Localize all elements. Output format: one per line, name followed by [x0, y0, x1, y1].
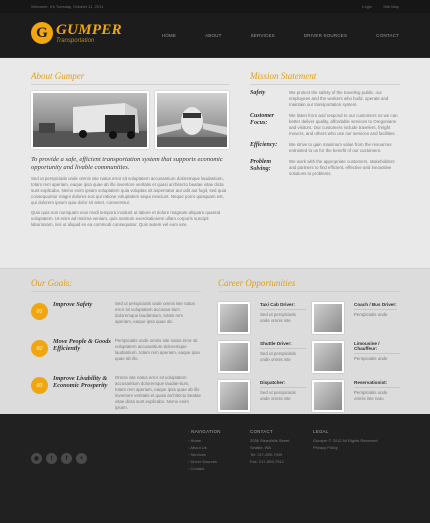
nav-contact[interactable]: CONTACT [376, 33, 399, 38]
nav-home[interactable]: HOME [161, 33, 177, 38]
job-title: Limousine / Chauffeur: [354, 341, 400, 354]
mission-label: Efficiency: [250, 142, 278, 148]
job-item[interactable] [312, 341, 400, 374]
goal-text: Perspiciatis unde omnis iste natus error sit voluptatem accusantium doloremque laudantium, totam rem aperiam, eaque ipsa quae ab illo. [115, 338, 200, 361]
footer-legal [313, 428, 378, 451]
plus-icon[interactable]: + [76, 453, 87, 464]
mission-item [250, 142, 400, 154]
mission-item [250, 113, 400, 137]
logo-mark-icon: G [31, 22, 53, 44]
footer-contact-heading: CONTACT [250, 429, 273, 434]
rss-icon[interactable]: ◉ [31, 453, 42, 464]
copyright-text: Gumper © 2012 All Rights Reserved [313, 438, 378, 443]
goal-title: Improve Livability & Economic Prosperity [53, 375, 108, 389]
footer [0, 414, 430, 523]
mission-label: Problem Solving: [250, 159, 271, 172]
mission-text: We listen from and respond to our customers so we can better deliver quality, affordable services to Oregonians and visitors. Our customers include travelers, freight movers, and others who use our services and facilities. [289, 113, 398, 136]
job-item[interactable] [218, 380, 306, 413]
nav-about[interactable]: ABOUT [205, 33, 222, 38]
goals-career-band [0, 268, 430, 414]
mission-heading: Mission Statement [250, 71, 317, 81]
mission-item [250, 159, 400, 177]
nav-services[interactable]: SERVICES [250, 33, 275, 38]
limousine-image [312, 341, 344, 373]
mission-text: We work with the appropriate customers, stakeholders and partners to find efficient, effective and innovative solutions to problems. [289, 159, 395, 176]
about-lead: To provide a safe, efficient transportation system that supports economic opportunity and livable communities. [31, 156, 223, 171]
career-section [218, 278, 400, 413]
about-paragraph-1: Sed ut perspiciatis unde omnis iste natus error sit voluptatem accusantium doloremque laudantium, totam rem aperiam, eaque ipsa quae ab illo inventore veritatis et quasi architecto beatae vitae dicta sunt explicabo. Nemo enim ipsam voluptatem quia voluptas sit aspernatur aut odit aut fugit, sed quia consequuntur magni dolores eos qui ratione voluptatem sequi nesciunt. Neque porro quisquam est, qui dolorem ipsum quia dolor sit amet, consectetur. [31, 176, 227, 205]
twitter-icon[interactable]: t [46, 453, 57, 464]
divider [218, 291, 400, 292]
job-title: Shuttle Driver: [260, 341, 306, 349]
goal-text: Sed ut perspiciatis unde omnis iste natus error sit voluptatem accusan-tium doloremque laudantium, totam rem aperiam, eaque ipsa quae ab. [115, 301, 195, 324]
contact-tel: Tel: 217-859-7949 [250, 452, 283, 457]
about-heading: About Gumper [31, 71, 85, 81]
contact-street: 2056 Steadfalls Street [250, 438, 290, 443]
brand-name: GUMPER [56, 21, 122, 38]
about-photos [31, 91, 229, 149]
job-text: Perspiciatis unde [354, 312, 388, 317]
divider [31, 84, 229, 85]
contact-city: Seattle, WA [250, 445, 271, 450]
job-item[interactable] [218, 302, 306, 335]
job-text: Perspiciatis unde [354, 356, 388, 361]
mission-section [250, 71, 400, 177]
goal-item [31, 301, 201, 329]
footer-navigation-heading: › NAVIGATION [188, 428, 221, 435]
footer-link-driver-sources[interactable]: › Driver Sources [188, 458, 221, 465]
truck-image [31, 91, 149, 149]
taxi-image [218, 302, 250, 334]
header [0, 13, 430, 58]
footer-link-home[interactable]: › Home [188, 437, 221, 444]
goals-heading: Our Goals: [31, 278, 73, 288]
brand-tagline: Transportation [56, 37, 95, 44]
goal-number-badge: 03 [31, 377, 48, 394]
mission-text: We protect the safety of the traveling public, our employees and the workers who build, operate and maintain our transportation system. [289, 90, 389, 107]
bus-image [312, 302, 344, 334]
goal-text: Omnis iste natus error sit voluptatem accusantium doloremque laudan-tium, totam rem aperiam, eaque ipsa quae ab illo inventore veritatis et quasi architecto beatae vitae dicta sunt explicabo. Nemo enim ipsam. [115, 375, 201, 410]
job-item[interactable] [312, 380, 400, 413]
login-link[interactable]: Login [362, 4, 373, 9]
goal-item [31, 375, 201, 410]
mission-label: Customer Focus: [250, 113, 275, 126]
goal-title: Move People & Goods Efficiently [53, 338, 111, 352]
dispatcher-image [218, 380, 250, 412]
about-section [31, 71, 229, 228]
career-heading: Career Opportunities [218, 278, 296, 288]
about-paragraph-2: Quis quia non numquam eius modi tempora incidunt ut labore et dolore magnam aliquam quaerat voluptatem. Ut enim ad minima veniam, quis nostrum exercitationem ullam corporis suscipit laboriosam, nisi ut aliquid ex ea commodi consequatur. Quis autem vel eum iure. [31, 210, 221, 227]
divider [250, 84, 400, 85]
job-title: Reservationist: [354, 380, 400, 388]
job-text: Perspiciatis unde omnis iste natu [354, 390, 388, 401]
divider [31, 291, 201, 292]
footer-link-contact[interactable]: › Contact [188, 465, 221, 472]
job-text: Sed ut perspiciatis unde omnis iste [260, 390, 296, 401]
footer-legal-heading: LEGAL [313, 429, 329, 434]
welcome-text: Welcome, It's Tuesday, October 11, 2011 [31, 4, 104, 9]
airplane-image [155, 91, 229, 149]
top-links [352, 4, 399, 9]
job-title: Dispatcher: [260, 380, 306, 388]
privacy-policy-link[interactable]: Privacy Policy [313, 445, 338, 450]
mission-label: Safety [250, 90, 266, 96]
mission-item [250, 90, 400, 108]
goal-title: Improve Safety [53, 301, 93, 308]
footer-link-about[interactable]: › About Us [188, 444, 221, 451]
contact-fax: Fax: 217-859-7912 [250, 459, 284, 464]
job-text: Sed ut perspiciatis unde omnis iste [260, 312, 296, 323]
shuttle-image [218, 341, 250, 373]
footer-navigation [188, 428, 221, 472]
job-title: Taxi Cab Driver: [260, 302, 306, 310]
job-title: Coach / Bus Driver: [354, 302, 397, 310]
mission-text: We strive to gain maximum value from the resources entrusted to us for the benefit of our customers. [289, 142, 392, 153]
logo[interactable] [31, 22, 122, 44]
goal-number-badge: 01 [31, 303, 48, 320]
nav-driver-sources[interactable]: DRIVER SOURCES [303, 33, 348, 38]
main-nav [133, 13, 399, 58]
footer-contact [250, 428, 289, 465]
facebook-icon[interactable]: f [61, 453, 72, 464]
footer-link-services[interactable]: › Services [188, 451, 221, 458]
goal-number-badge: 02 [31, 340, 48, 357]
job-item[interactable] [218, 341, 306, 374]
jobs-grid [218, 302, 400, 413]
job-text: Sed ut perspiciatis unde omnis iste [260, 351, 296, 362]
goals-section [31, 278, 201, 410]
job-item[interactable] [312, 302, 400, 335]
reservationist-image [312, 380, 344, 412]
goal-item [31, 338, 201, 366]
site-map-link[interactable]: Site Map [383, 4, 399, 9]
top-bar [0, 0, 430, 13]
social-links [31, 453, 91, 464]
